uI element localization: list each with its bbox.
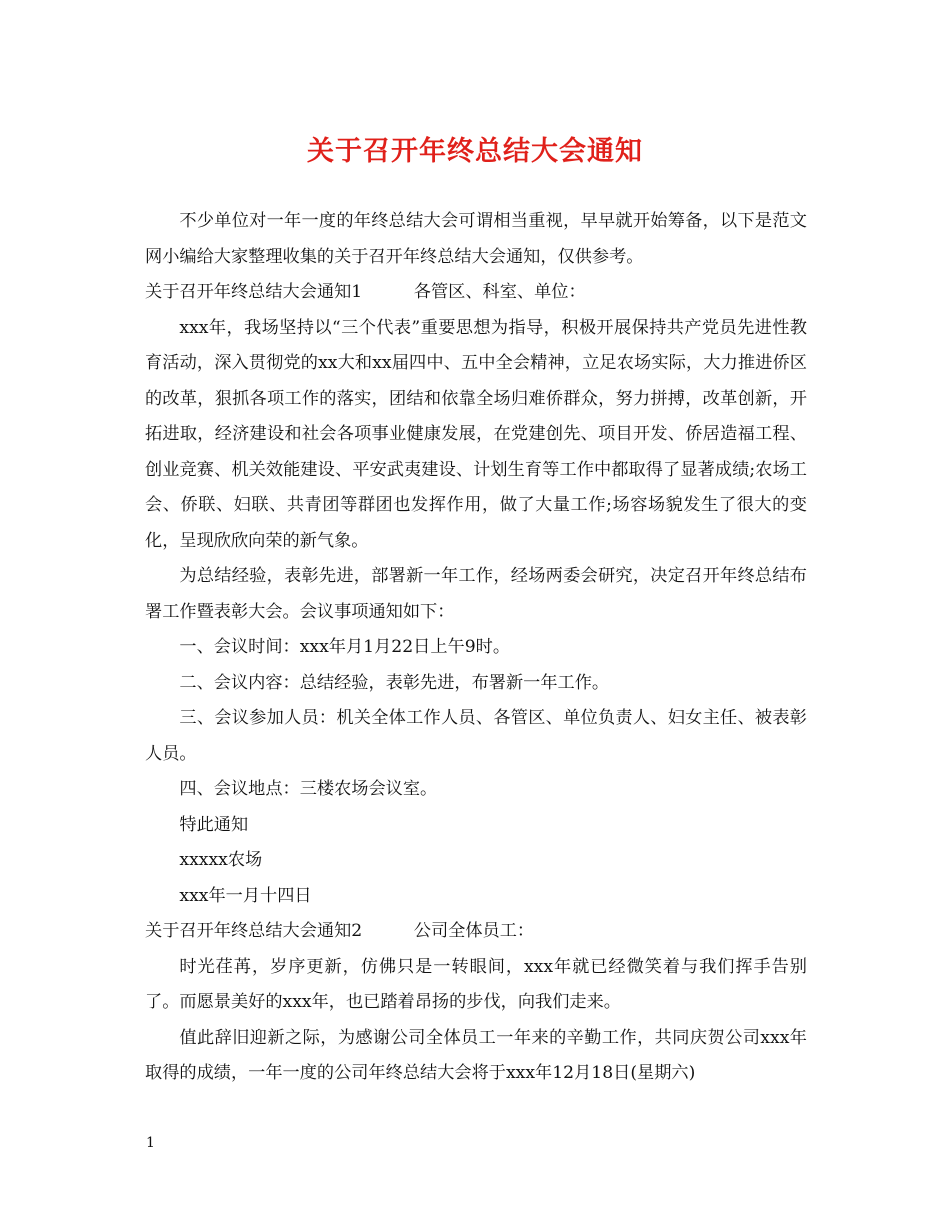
body-text bbox=[145, 204, 807, 1092]
section-heading-2-title: 关于召开年终总结大会通知2 bbox=[145, 921, 363, 941]
meeting-content: 二、会议内容：总结经验，表彰先进，布署新一年工作。 bbox=[179, 672, 610, 693]
meeting-time: 一、会议时间：xxx年月1月22日上午9时。 bbox=[179, 637, 511, 657]
section-heading-1-salutation: 各管区、科室、单位： bbox=[413, 282, 586, 302]
signature-date: xxx年一月十四日 bbox=[179, 885, 312, 906]
meeting-attendees: 三、会议参加人员：机关全体工作人员、各管区、单位负责人、妇女主任、被表彰人员。 bbox=[145, 708, 807, 764]
section-heading-1 bbox=[145, 275, 807, 311]
paragraph-achievements: xxx年，我场坚持以“三个代表”重要思想为指导，积极开展保持共产党员先进性教育活动，深入贯彻党的xx大和xx届四中、五中全会精神，立足农场实际，大力推进侨区的改革，狠抓各项工作的落实，团结和依靠全场归难侨群众，努力拼搏，改革创新，开拓进取，经济建设和社会各项事业健康发展，在党建创先、项目开发、侨居造福工程、创业竞赛、机关效能建设、平安武夷建设、计划生育等工作中都取得了显著成绩;农场工会、侨联、妇联、共青团等群团也发挥作用，做了大量工作;场容场貌发生了很大的变化，呈现欣欣向荣的新气象。 bbox=[145, 317, 807, 551]
signature-organization: xxxxx农场 bbox=[179, 850, 263, 870]
meeting-location: 四、会议地点：三楼农场会议室。 bbox=[179, 779, 438, 799]
notice-closing: 特此通知 bbox=[179, 814, 249, 835]
paragraph-decision: 为总结经验，表彰先进，部署新一年工作，经场两委会研究，决定召开年终总结布署工作暨表彰大会。会议事项通知如下： bbox=[145, 566, 807, 622]
page-number: 1 bbox=[146, 1135, 155, 1151]
section-heading-1-title: 关于召开年终总结大会通知1 bbox=[145, 282, 363, 302]
section-heading-2 bbox=[145, 914, 807, 950]
section-heading-2-salutation: 公司全体员工： bbox=[413, 921, 535, 941]
paragraph-new-year: 时光荏苒，岁序更新，仿佛只是一转眼间，xxx年就已经微笑着与我们挥手告别了。而愿景美好的xxx年，也已踏着昂扬的步伐，向我们走来。 bbox=[145, 956, 807, 1012]
paragraph-intro: 不少单位对一年一度的年终总结大会可谓相当重视，早早就开始筹备，以下是范文网小编给大家整理收集的关于召开年终总结大会通知，仅供参考。 bbox=[145, 211, 807, 267]
page-title: 关于召开年终总结大会通知 bbox=[307, 136, 643, 167]
paragraph-celebration: 值此辞旧迎新之际，为感谢公司全体员工一年来的辛勤工作，共同庆贺公司xxx年取得的成绩，一年一度的公司年终总结大会将于xxx年12月18日(星期六) bbox=[145, 1027, 807, 1083]
